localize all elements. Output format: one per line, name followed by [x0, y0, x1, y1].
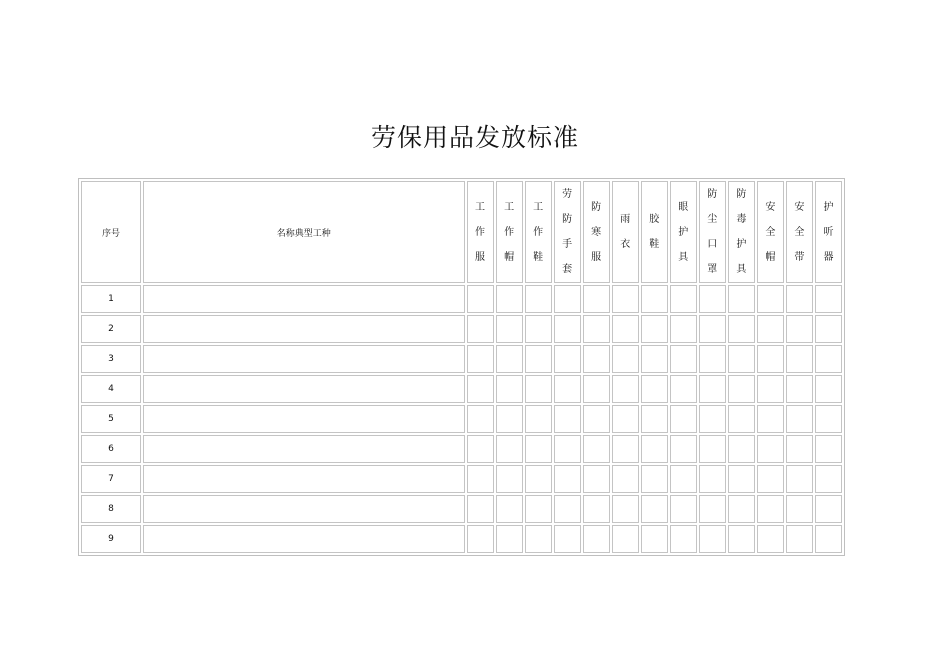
row-item-cell	[583, 495, 610, 523]
row-item-cell	[554, 285, 581, 313]
row-item-cell	[583, 375, 610, 403]
row-item-cell	[815, 435, 842, 463]
header-item	[583, 181, 610, 283]
header-item-label: 工 作 服	[475, 201, 486, 263]
row-item-cell	[641, 405, 668, 433]
row-number: 1	[81, 285, 141, 313]
row-item-cell	[612, 525, 639, 553]
row-item-cell	[757, 525, 784, 553]
row-item-cell	[699, 375, 726, 403]
row-item-cell	[525, 435, 552, 463]
row-item-cell	[699, 315, 726, 343]
row-name-cell	[143, 345, 464, 373]
row-item-cell	[728, 465, 755, 493]
row-item-cell	[554, 375, 581, 403]
row-item-cell	[467, 525, 494, 553]
row-item-cell	[467, 375, 494, 403]
header-item	[757, 181, 784, 283]
row-item-cell	[670, 345, 697, 373]
row-item-cell	[496, 375, 523, 403]
row-item-cell	[641, 465, 668, 493]
row-name-cell	[143, 405, 464, 433]
row-item-cell	[670, 315, 697, 343]
row-item-cell	[699, 495, 726, 523]
row-number: 7	[81, 465, 141, 493]
row-item-cell	[554, 345, 581, 373]
row-item-cell	[641, 525, 668, 553]
row-item-cell	[554, 495, 581, 523]
table-row	[81, 495, 842, 523]
row-item-cell	[815, 285, 842, 313]
header-item-label: 眼 护 具	[678, 201, 689, 263]
header-item-label: 胶 鞋	[649, 214, 660, 250]
header-seq: 序号	[81, 181, 141, 283]
row-item-cell	[670, 465, 697, 493]
row-name-cell	[143, 315, 464, 343]
row-item-cell	[467, 315, 494, 343]
row-item-cell	[786, 405, 813, 433]
row-item-cell	[583, 285, 610, 313]
row-item-cell	[815, 315, 842, 343]
row-item-cell	[728, 405, 755, 433]
header-item	[525, 181, 552, 283]
row-item-cell	[525, 405, 552, 433]
row-item-cell	[467, 465, 494, 493]
row-number: 4	[81, 375, 141, 403]
row-item-cell	[786, 285, 813, 313]
row-item-cell	[815, 495, 842, 523]
row-item-cell	[554, 525, 581, 553]
header-item	[612, 181, 639, 283]
row-item-cell	[467, 405, 494, 433]
row-item-cell	[612, 315, 639, 343]
row-item-cell	[525, 525, 552, 553]
row-item-cell	[728, 435, 755, 463]
row-item-cell	[525, 495, 552, 523]
header-item-label: 防 尘 口 罩	[707, 189, 718, 275]
row-item-cell	[525, 345, 552, 373]
row-item-cell	[583, 345, 610, 373]
row-item-cell	[612, 495, 639, 523]
row-item-cell	[525, 375, 552, 403]
table-row	[81, 405, 842, 433]
table-row	[81, 435, 842, 463]
row-item-cell	[554, 405, 581, 433]
row-item-cell	[699, 465, 726, 493]
header-row	[81, 181, 842, 283]
row-item-cell	[757, 315, 784, 343]
header-item	[641, 181, 668, 283]
row-item-cell	[467, 285, 494, 313]
row-number: 2	[81, 315, 141, 343]
header-item-label: 防 毒 护 具	[736, 189, 747, 275]
header-item-label: 护 听 器	[823, 201, 834, 263]
row-item-cell	[757, 465, 784, 493]
row-item-cell	[786, 315, 813, 343]
header-item	[554, 181, 581, 283]
row-item-cell	[815, 345, 842, 373]
row-item-cell	[496, 405, 523, 433]
table-row	[81, 465, 842, 493]
table-row	[81, 315, 842, 343]
row-item-cell	[612, 345, 639, 373]
row-item-cell	[641, 495, 668, 523]
row-item-cell	[815, 525, 842, 553]
table-row	[81, 525, 842, 553]
row-item-cell	[583, 525, 610, 553]
row-item-cell	[699, 345, 726, 373]
header-item-label: 安 全 帽	[765, 201, 776, 263]
row-number: 6	[81, 435, 141, 463]
row-item-cell	[496, 435, 523, 463]
row-item-cell	[728, 495, 755, 523]
row-item-cell	[699, 525, 726, 553]
row-item-cell	[757, 435, 784, 463]
row-item-cell	[554, 315, 581, 343]
row-item-cell	[815, 405, 842, 433]
page-title: 劳保用品发放标准	[370, 123, 579, 152]
row-item-cell	[467, 435, 494, 463]
row-item-cell	[525, 465, 552, 493]
row-item-cell	[670, 375, 697, 403]
row-item-cell	[699, 435, 726, 463]
row-item-cell	[728, 345, 755, 373]
row-item-cell	[583, 315, 610, 343]
row-item-cell	[496, 525, 523, 553]
header-item-label: 劳 防 手 套	[562, 189, 573, 275]
header-item	[496, 181, 523, 283]
row-item-cell	[757, 285, 784, 313]
row-item-cell	[583, 405, 610, 433]
row-item-cell	[641, 315, 668, 343]
row-number: 5	[81, 405, 141, 433]
row-item-cell	[699, 285, 726, 313]
row-item-cell	[786, 375, 813, 403]
row-item-cell	[554, 465, 581, 493]
row-item-cell	[641, 285, 668, 313]
row-item-cell	[496, 315, 523, 343]
row-name-cell	[143, 465, 464, 493]
row-number: 8	[81, 495, 141, 523]
row-item-cell	[496, 465, 523, 493]
row-item-cell	[612, 405, 639, 433]
row-item-cell	[525, 285, 552, 313]
header-item-label: 工 作 鞋	[533, 201, 544, 263]
table-row	[81, 345, 842, 373]
row-item-cell	[757, 375, 784, 403]
row-name-cell	[143, 375, 464, 403]
row-name-cell	[143, 435, 464, 463]
row-item-cell	[467, 495, 494, 523]
header-name: 名称典型工种	[143, 181, 464, 283]
row-item-cell	[670, 285, 697, 313]
header-item	[670, 181, 697, 283]
row-item-cell	[641, 375, 668, 403]
row-item-cell	[496, 285, 523, 313]
row-item-cell	[670, 435, 697, 463]
row-item-cell	[496, 345, 523, 373]
row-item-cell	[757, 495, 784, 523]
row-item-cell	[815, 375, 842, 403]
row-item-cell	[467, 345, 494, 373]
row-item-cell	[786, 495, 813, 523]
row-item-cell	[786, 345, 813, 373]
row-item-cell	[583, 465, 610, 493]
header-item	[786, 181, 813, 283]
table-row	[81, 375, 842, 403]
row-item-cell	[554, 435, 581, 463]
row-item-cell	[612, 285, 639, 313]
header-item-label: 工 作 帽	[504, 201, 515, 263]
row-number: 3	[81, 345, 141, 373]
row-item-cell	[728, 285, 755, 313]
row-item-cell	[728, 525, 755, 553]
header-item	[728, 181, 755, 283]
row-name-cell	[143, 525, 464, 553]
table-row	[81, 285, 842, 313]
header-item-label: 安 全 带	[794, 201, 805, 263]
table-body	[81, 285, 842, 553]
row-item-cell	[728, 375, 755, 403]
row-item-cell	[612, 435, 639, 463]
header-item-label: 防 寒 服	[591, 201, 602, 263]
row-item-cell	[699, 405, 726, 433]
issuance-table	[78, 178, 845, 556]
header-item	[699, 181, 726, 283]
row-item-cell	[670, 495, 697, 523]
row-name-cell	[143, 495, 464, 523]
row-item-cell	[786, 435, 813, 463]
row-item-cell	[815, 465, 842, 493]
row-item-cell	[641, 345, 668, 373]
row-item-cell	[670, 405, 697, 433]
row-item-cell	[641, 435, 668, 463]
row-item-cell	[612, 465, 639, 493]
row-item-cell	[786, 525, 813, 553]
row-item-cell	[786, 465, 813, 493]
row-item-cell	[496, 495, 523, 523]
row-item-cell	[728, 315, 755, 343]
header-item-label: 雨 衣	[620, 214, 631, 250]
header-item	[467, 181, 494, 283]
row-item-cell	[583, 435, 610, 463]
row-item-cell	[757, 405, 784, 433]
header-item	[815, 181, 842, 283]
row-item-cell	[525, 315, 552, 343]
row-name-cell	[143, 285, 464, 313]
row-item-cell	[757, 345, 784, 373]
row-item-cell	[670, 525, 697, 553]
row-item-cell	[612, 375, 639, 403]
row-number: 9	[81, 525, 141, 553]
